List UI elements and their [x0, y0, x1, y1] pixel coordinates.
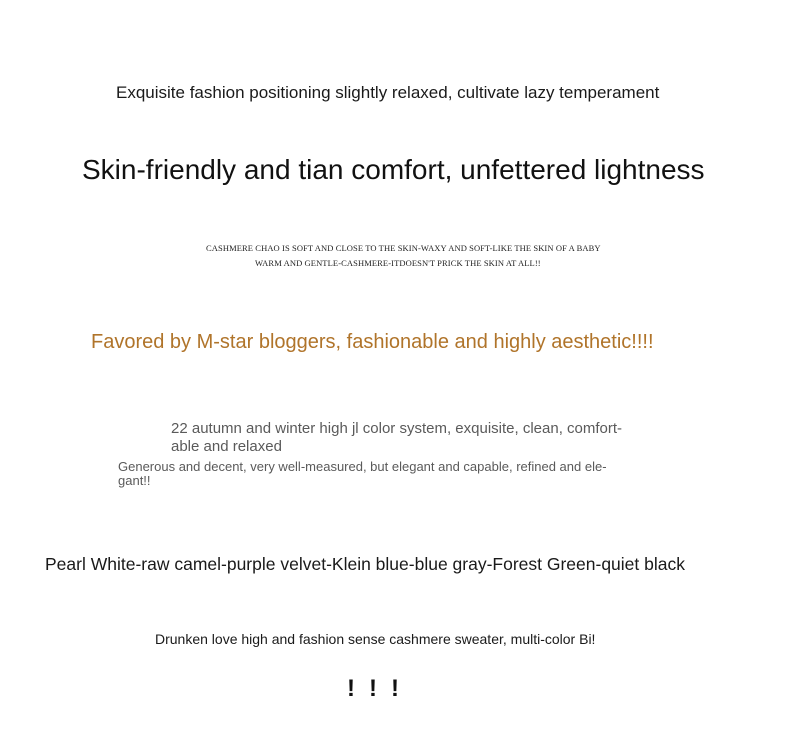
paragraph-2-line-2: gant!! — [118, 473, 151, 488]
drunken-love-text: Drunken love high and fashion sense cashmere sweater, multi-color Bi! — [155, 631, 596, 647]
tagline-text: Exquisite fashion positioning slightly relaxed, cultivate lazy temperament — [116, 83, 660, 102]
paragraph-1-line-1: 22 autumn and winter high jl color system, exquisite, clean, comfort- — [171, 420, 623, 437]
favored-text: Favored by M-star bloggers, fashionable and highly aesthetic!!!! — [91, 331, 654, 353]
exclamation-marks: !!! — [347, 675, 413, 702]
paragraph-1-line-2: able and relaxed — [171, 438, 282, 455]
color-list-text: Pearl White-raw camel-purple velvet-Klein blue-blue gray-Forest Green-quiet black — [45, 554, 685, 574]
caps-line-1: CASHMERE CHAO IS SOFT AND CLOSE TO THE SKIN-WAXY AND SOFT-LIKE THE SKIN OF A BABY — [206, 243, 601, 253]
headline-text: Skin-friendly and tian comfort, unfettered lightness — [82, 154, 705, 185]
caps-line-2: WARM AND GENTLE-CASHMERE-ITDOESN'T PRICK THE SKIN AT ALL!! — [255, 258, 541, 268]
paragraph-2-line-1: Generous and decent, very well-measured, but elegant and capable, refined and ele- — [118, 459, 607, 474]
